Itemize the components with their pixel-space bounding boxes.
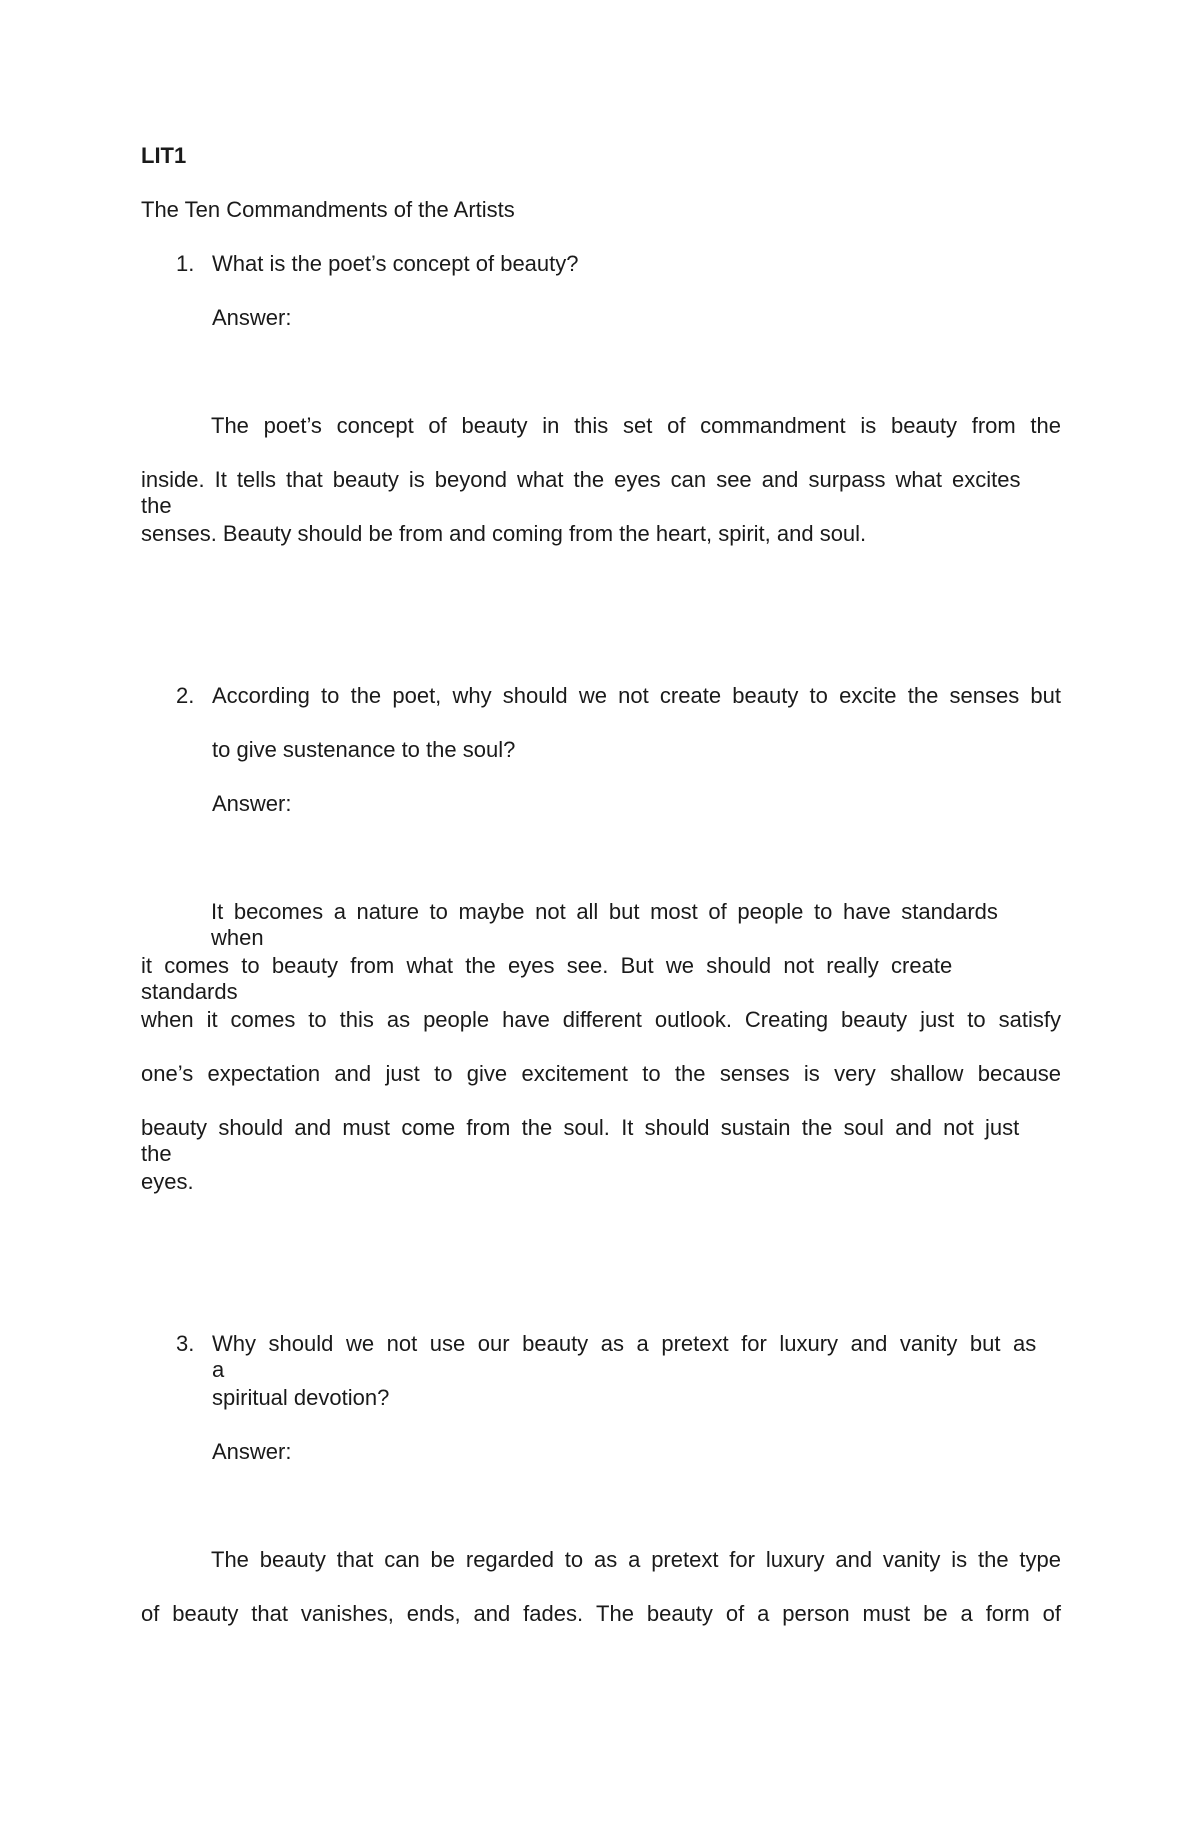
answer-line: It becomes a nature to maybe not all but most of people to have standardswhen — [211, 899, 998, 950]
question-text: What is the poet’s concept of beauty? — [212, 251, 579, 276]
question-text: spiritual devotion? — [212, 1385, 390, 1410]
answer-line: it comes to beauty from what the eyes see. But we should not really createstandards — [141, 953, 953, 1004]
answer-label: Answer: — [212, 1439, 292, 1464]
answer-label: Answer: — [212, 305, 292, 330]
answer-line: one’s expectation and just to give excitement to the senses is very shallow because — [141, 1061, 1061, 1086]
question-text: to give sustenance to the soul? — [212, 737, 516, 762]
answer-label: Answer: — [212, 791, 292, 816]
answer-line: inside. It tells that beauty is beyond what the eyes can see and surpass what excitesthe — [141, 467, 1021, 518]
question-text: According to the poet, why should we not create beauty to excite the senses but — [212, 683, 1062, 708]
question-number: 3. — [176, 1331, 195, 1356]
answer-line: The poet’s concept of beauty in this set of commandment is beauty from the — [211, 413, 1062, 438]
document-title: The Ten Commandments of the Artists — [141, 197, 515, 222]
answer-line: eyes. — [141, 1169, 194, 1194]
question-number: 2. — [176, 683, 195, 708]
answer-line: of beauty that vanishes, ends, and fades. The beauty of a person must be a form of — [141, 1601, 1061, 1626]
answer-line: The beauty that can be regarded to as a pretext for luxury and vanity is the type — [211, 1547, 1062, 1572]
answer-line: beauty should and must come from the soul. It should sustain the soul and not justthe — [141, 1115, 1020, 1166]
question-text: Why should we not use our beauty as a pretext for luxury and vanity but asa — [212, 1331, 1037, 1382]
answer-line: when it comes to this as people have different outlook. Creating beauty just to satisfy — [141, 1007, 1061, 1032]
course-code: LIT1 — [141, 143, 187, 168]
question-number: 1. — [176, 251, 195, 276]
answer-line: senses. Beauty should be from and coming from the heart, spirit, and soul. — [141, 521, 867, 546]
